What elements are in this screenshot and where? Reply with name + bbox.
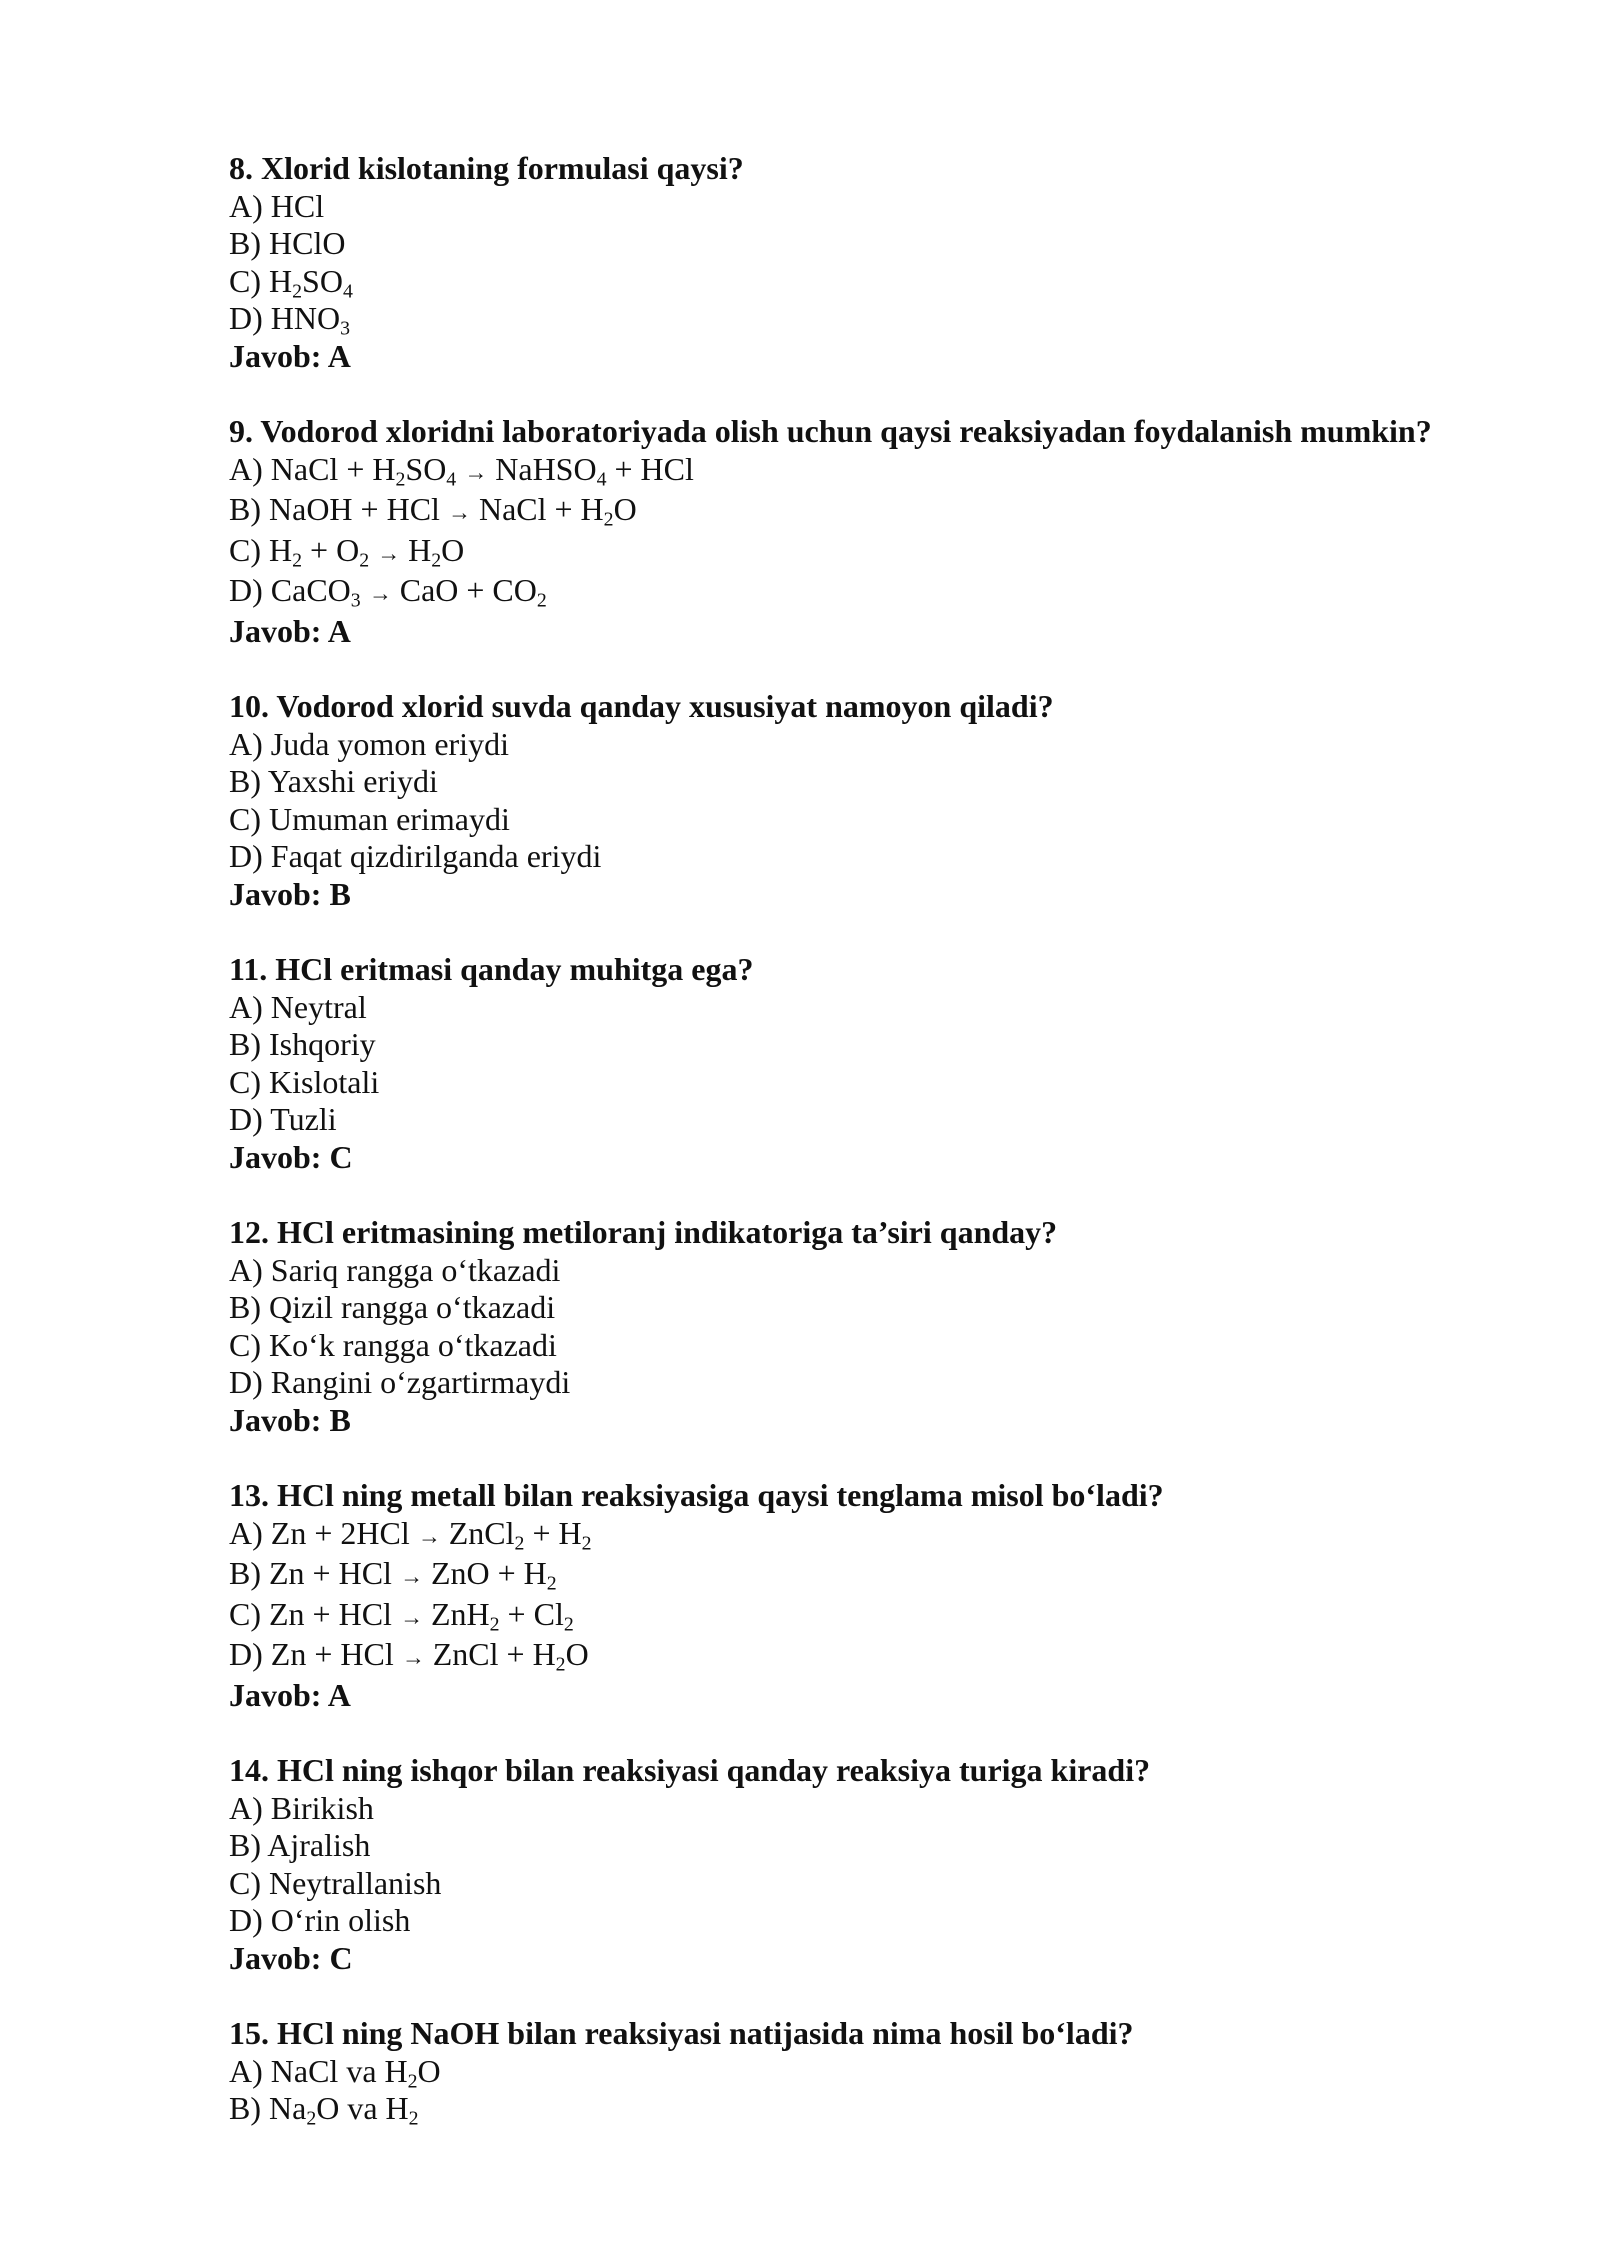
option-text: HClO [269, 225, 346, 261]
option-item [229, 1902, 1529, 1940]
option-letter: B) [229, 763, 261, 799]
question-block [229, 1214, 1529, 1439]
question-block [229, 951, 1529, 1176]
answer-letter: A [327, 612, 351, 649]
answer-letter: B [329, 875, 351, 912]
question-block [229, 413, 1529, 650]
option-letter: D) [229, 300, 263, 336]
option-letter: A) [229, 1514, 263, 1551]
option-letter: A) [229, 988, 263, 1025]
option-letter: A) [229, 2052, 263, 2089]
answer-line [229, 1940, 1529, 1978]
option-text: $H_2SO_4$ [269, 262, 353, 303]
options-list [229, 451, 1529, 613]
option-text: Zn + HCl → ZnCl + $H_2O$ [270, 1636, 589, 1676]
option-text: Juda yomon eriydi [270, 725, 509, 762]
option-text: Zn + HCl → $ZnH_2 + Cl_2$ [269, 1595, 574, 1636]
option-text: Sariq rangga o‘tkazadi [270, 1251, 561, 1288]
option-item [229, 1064, 1529, 1102]
option-text: CaCO$_3$ → CaO + $CO_2$ [270, 572, 547, 612]
option-letter: D) [229, 1364, 263, 1400]
question-block [229, 150, 1529, 375]
option-item [229, 1636, 1529, 1677]
option-text: NaCl va $H_2O$ [270, 2052, 441, 2093]
question-block [229, 2015, 1529, 2128]
question-number: 10. [229, 688, 269, 724]
answer-line [229, 338, 1529, 376]
question-number: 8. [229, 150, 253, 186]
option-item [229, 763, 1529, 801]
question-text: HCl ning ishqor bilan reaksiyasi qanday reaksiya turiga kiradi? [277, 1752, 1151, 1788]
option-item [229, 1790, 1529, 1828]
option-text: Tuzli [270, 1101, 337, 1137]
question-number: 9. [229, 413, 253, 449]
option-letter: C) [229, 531, 261, 568]
answer-letter: A [327, 1676, 351, 1713]
question-title [229, 1214, 1529, 1252]
option-text: Ajralish [267, 1827, 371, 1863]
question-block [229, 1477, 1529, 1714]
option-item [229, 225, 1529, 263]
answer-line [229, 1139, 1529, 1177]
option-letter: D) [229, 1902, 263, 1938]
option-text: Birikish [270, 1789, 374, 1826]
options-list [229, 1515, 1529, 1677]
option-letter: C) [229, 262, 261, 299]
option-text: NaOH + HCl → NaCl + $H_2O$ [269, 491, 637, 531]
answer-label: Javob: [229, 337, 322, 374]
option-item [229, 989, 1529, 1027]
option-letter: C) [229, 1326, 261, 1363]
option-text: NaCl + $H_2SO_4$ → NaHSO$_4$ + HCl [270, 450, 694, 491]
option-letter: D) [229, 1101, 263, 1137]
option-letter: A) [229, 1789, 263, 1826]
option-letter: B) [229, 2090, 261, 2126]
option-letter: C) [229, 800, 261, 837]
option-text: O‘rin olish [270, 1902, 411, 1938]
options-list [229, 2053, 1529, 2128]
option-item [229, 572, 1529, 613]
question-text: HCl eritmasining metiloranj indikatoriga ta’siri qanday? [277, 1214, 1058, 1250]
quiz-page [229, 150, 1529, 2166]
answer-line [229, 1677, 1529, 1715]
option-letter: D) [229, 1636, 263, 1672]
answer-letter: B [329, 1401, 351, 1438]
option-item [229, 1026, 1529, 1064]
option-text: Ko‘k rangga o‘tkazadi [269, 1326, 557, 1363]
option-letter: A) [229, 187, 263, 224]
option-item [229, 1865, 1529, 1903]
option-text: $Na_2O$ va $H_2$ [269, 2090, 419, 2130]
option-letter: B) [229, 1827, 261, 1863]
option-item [229, 1555, 1529, 1596]
question-title [229, 413, 1529, 451]
question-number: 15. [229, 2015, 269, 2051]
option-text: $HNO_3$ [270, 300, 351, 340]
question-block [229, 1752, 1529, 1977]
question-text: Vodorod xlorid suvda qanday xususiyat namoyon qiladi? [276, 688, 1054, 724]
option-text: Zn + 2HCl → ZnCl$_2$ + $H_2$ [270, 1514, 592, 1555]
options-list [229, 1790, 1529, 1940]
question-title [229, 951, 1529, 989]
option-text: Faqat qizdirilganda eriydi [270, 838, 602, 874]
option-text: Qizil rangga o‘tkazadi [269, 1289, 556, 1325]
answer-letter: A [327, 337, 351, 374]
option-item [229, 801, 1529, 839]
option-text: HCl [270, 187, 325, 224]
option-item [229, 2090, 1529, 2128]
question-number: 13. [229, 1477, 269, 1513]
question-text: HCl ning metall bilan reaksiyasiga qaysi tenglama misol bo‘ladi? [277, 1477, 1164, 1513]
option-letter: A) [229, 450, 263, 487]
option-text: Neytral [270, 988, 367, 1025]
option-letter: D) [229, 838, 263, 874]
option-text: Ishqoriy [269, 1026, 376, 1062]
option-letter: B) [229, 1289, 261, 1325]
option-item [229, 1596, 1529, 1637]
option-item [229, 1515, 1529, 1556]
option-letter: B) [229, 1026, 261, 1062]
option-item [229, 1289, 1529, 1327]
question-title [229, 1477, 1529, 1515]
answer-label: Javob: [229, 1676, 322, 1713]
option-item [229, 838, 1529, 876]
question-text: Vodorod xloridni laboratoriyada olish uchun qaysi reaksiyadan foydalanish mumkin? [260, 413, 1432, 449]
question-block [229, 688, 1529, 913]
option-item [229, 726, 1529, 764]
answer-line [229, 613, 1529, 651]
option-letter: A) [229, 1251, 263, 1288]
question-number: 12. [229, 1214, 269, 1250]
question-text: Xlorid kislotaning formulasi qaysi? [261, 150, 744, 186]
question-number: 14. [229, 1752, 269, 1788]
question-text: HCl ning NaOH bilan reaksiyasi natijasida nima hosil bo‘ladi? [277, 2015, 1134, 2051]
answer-letter: C [329, 1939, 353, 1976]
option-item [229, 1827, 1529, 1865]
answer-label: Javob: [229, 875, 322, 912]
answer-label: Javob: [229, 1138, 322, 1175]
option-text: Rangini o‘zgartirmaydi [270, 1364, 571, 1400]
answer-line [229, 876, 1529, 914]
question-list [229, 150, 1529, 2128]
option-item [229, 1101, 1529, 1139]
question-title [229, 150, 1529, 188]
option-letter: B) [229, 225, 261, 261]
option-letter: B) [229, 1555, 261, 1591]
option-letter: C) [229, 1864, 261, 1901]
option-item [229, 1252, 1529, 1290]
answer-label: Javob: [229, 1939, 322, 1976]
option-item [229, 491, 1529, 532]
option-letter: D) [229, 572, 263, 608]
option-text: Yaxshi eriydi [267, 763, 438, 799]
options-list [229, 1252, 1529, 1402]
option-item [229, 188, 1529, 226]
answer-label: Javob: [229, 1401, 322, 1438]
option-text: Kislotali [269, 1063, 380, 1100]
option-text: Neytrallanish [269, 1864, 442, 1901]
options-list [229, 188, 1529, 338]
options-list [229, 726, 1529, 876]
question-number: 11. [229, 951, 268, 987]
option-item [229, 532, 1529, 573]
answer-line [229, 1402, 1529, 1440]
option-letter: C) [229, 1595, 261, 1632]
option-letter: C) [229, 1063, 261, 1100]
option-item [229, 263, 1529, 301]
option-text: Zn + HCl → ZnO + $H_2$ [269, 1555, 557, 1595]
option-text: Umuman erimaydi [269, 800, 510, 837]
option-item [229, 1364, 1529, 1402]
option-item [229, 1327, 1529, 1365]
options-list [229, 989, 1529, 1139]
question-title [229, 1752, 1529, 1790]
question-title [229, 2015, 1529, 2053]
option-letter: A) [229, 725, 263, 762]
answer-label: Javob: [229, 612, 322, 649]
option-item [229, 451, 1529, 492]
question-text: HCl eritmasi qanday muhitga ega? [275, 951, 754, 987]
option-item [229, 300, 1529, 338]
option-item [229, 2053, 1529, 2091]
option-letter: B) [229, 491, 261, 527]
question-title [229, 688, 1529, 726]
option-text: $H_2 + O_2 \to H_2O$ [269, 531, 465, 572]
answer-letter: C [329, 1138, 353, 1175]
